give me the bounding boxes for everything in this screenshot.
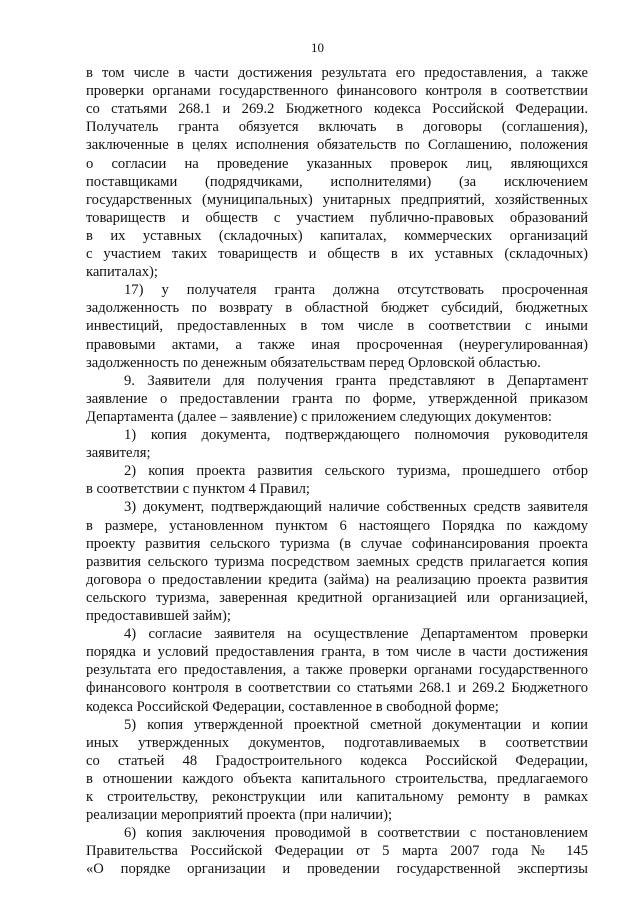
- text-line: в отношении каждого объекта капитального строительства, предлагаемого: [86, 770, 588, 787]
- text-line: со статьями 268.1 и 269.2 Бюджетного кодекса Российской Федерации.: [86, 101, 588, 118]
- text-line: о согласии на проведение указанных проверок лиц, являющихся: [86, 155, 588, 172]
- text-line: «О порядке организации и проведении государственной экспертизы: [86, 861, 588, 878]
- text-line: со статьей 48 Градостроительного кодекса Российской Федерации,: [86, 752, 588, 769]
- text-line: в том числе в части достижения результата его предоставления, а также: [86, 65, 588, 81]
- text-line: государственных (муниципальных) унитарных предприятий, хозяйственных: [86, 191, 588, 208]
- text-line: задолженность по денежным обязательствам перед Орловской областью.: [86, 354, 541, 371]
- text-line: инвестиций, предоставленных в том числе в соответствии с иными: [86, 318, 588, 335]
- text-line: заявителя;: [86, 445, 151, 462]
- text-line: Правительства Российской Федерации от 5 марта 2007 года № 145: [86, 843, 588, 860]
- text-line: в размере, установленном пунктом 6 настоящего Порядка по каждому: [86, 517, 588, 534]
- text-line: правовыми актами, а также иная просроченная (неурегулированная): [86, 336, 588, 353]
- text-line: товариществ и обществ с участием публично-правовых образований: [86, 209, 588, 226]
- text-line: 1) копия документа, подтверждающего полномочия руководителя: [124, 427, 588, 443]
- text-line: 3) документ, подтверждающий наличие собственных средств заявителя: [124, 499, 588, 516]
- text-line: развития сельского туризма посредством заемных средств прилагается копия: [86, 553, 588, 570]
- text-line: сельского туризма, заверенная кредитной организацией или организацией,: [86, 589, 588, 606]
- text-line: Департамента (далее – заявление) с приложением следующих документов:: [86, 408, 552, 425]
- text-line: 6) копия заключения проводимой в соответствии с постановлением: [124, 825, 588, 842]
- text-line: 9. Заявители для получения гранта представляют в Департамент: [124, 372, 588, 389]
- text-line: кодекса Российской Федерации, составленное в свободной форме;: [86, 698, 499, 715]
- text-line: с участием таких товариществ и обществ в их уставных (складочных): [86, 246, 588, 262]
- text-line: 2) копия проекта развития сельского туризма, прошедшего отбор: [124, 463, 588, 480]
- text-line: 4) согласие заявителя на осуществление Департаментом проверки: [124, 626, 588, 643]
- text-line: предоставившей займ);: [86, 608, 231, 624]
- text-line: порядка и условий предоставления гранта, в том числе в части достижения: [86, 644, 588, 661]
- text-line: капиталах);: [86, 264, 158, 281]
- text-line: финансового контроля в соответствии со статьями 268.1 и 269.2 Бюджетного: [86, 680, 588, 697]
- text-line: реализации мероприятий проекта (при наличии);: [86, 807, 392, 824]
- text-line: проверки органами государственного финансового контроля в соответствии: [86, 83, 588, 100]
- text-line: к строительству, реконструкции или капитальному ремонту в рамках: [86, 789, 588, 805]
- text-line: договора о предоставлении кредита (займа) на реализацию проекта развития: [86, 571, 588, 588]
- text-line: результата его предоставления, а также проверки органами государственного: [86, 662, 588, 679]
- text-line: поставщиками (подрядчиками, исполнителями) (за исключением: [86, 173, 588, 190]
- text-line: в их уставных (складочных) капиталах, коммерческих организаций: [86, 227, 588, 244]
- text-line: заключенные в целях исполнения обязательств по Соглашению, положения: [86, 137, 588, 154]
- text-line: 17) у получателя гранта должна отсутствовать просроченная: [124, 282, 588, 299]
- text-line: в соответствии с пунктом 4 Правил;: [86, 481, 310, 498]
- text-line: иных утвержденных документов, подготавливаемых в соответствии: [86, 734, 588, 751]
- text-line: задолженность по возврату в областной бюджет субсидий, бюджетных: [86, 300, 588, 317]
- page-number: 10: [311, 40, 324, 55]
- text-line: заявление о предоставлении гранта по форме, утвержденной приказом: [86, 390, 588, 407]
- text-line: 5) копия утвержденной проектной сметной документации и копии: [124, 716, 588, 733]
- text-line: Получатель гранта обязуется включать в договоры (соглашения),: [86, 119, 588, 136]
- text-line: проекту развития сельского туризма (в случае софинансирования проекта: [86, 535, 588, 552]
